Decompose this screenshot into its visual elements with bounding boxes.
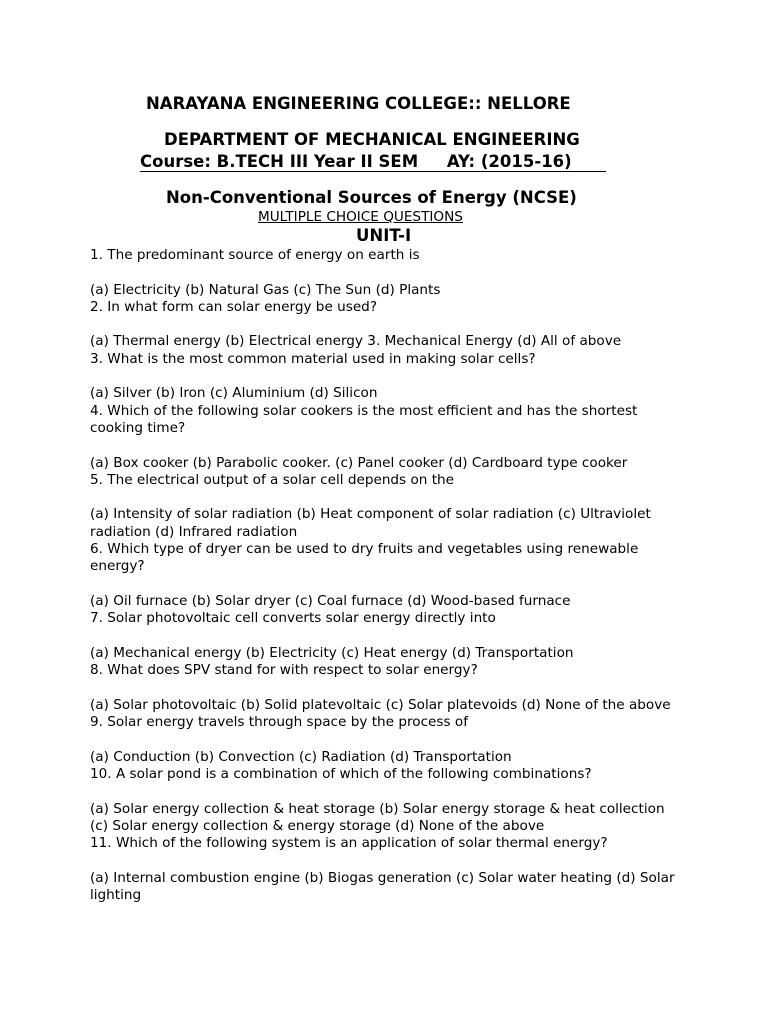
question-text: 4. Which of the following solar cookers is the most efficient and has the shortest cooking time?: [90, 402, 638, 436]
question-text: 7. Solar photovoltaic cell converts solar energy directly into: [90, 610, 496, 627]
question-item: [90, 472, 680, 541]
question-text: 9. Solar energy travels through space by the process of: [90, 714, 468, 731]
question-text: 10. A solar pond is a combination of which of the following combinations?: [90, 765, 592, 782]
question-text: 1. The predominant source of energy on earth is: [90, 247, 420, 263]
question-text: 8. What does SPV stand for with respect to solar energy?: [90, 662, 478, 679]
course-underline: [140, 171, 606, 172]
question-options: (a) Conduction (b) Convection (c) Radiation (d) Transportation: [90, 748, 512, 765]
unit-title: UNIT-I: [356, 226, 412, 245]
question-options: (a) Mechanical energy (b) Electricity (c) Heat energy (d) Transportation: [90, 644, 574, 661]
question-options: (a) Oil furnace (b) Solar dryer (c) Coal furnace (d) Wood-based furnace: [90, 592, 571, 609]
question-item: [90, 714, 680, 766]
question-options: (a) Internal combustion engine (b) Biogas generation (c) Solar water heating (d) Solar lighting: [90, 869, 675, 903]
question-item: [90, 351, 680, 403]
question-options: (a) Intensity of solar radiation (b) Heat component of solar radiation (c) Ultraviolet radiation (d) Infrared radiation: [90, 506, 651, 540]
question-options: (a) Silver (b) Iron (c) Aluminium (d) Silicon: [90, 385, 378, 402]
question-list: [90, 247, 680, 904]
section-title: MULTIPLE CHOICE QUESTIONS: [258, 209, 463, 225]
question-options: (a) Solar energy collection & heat storage (b) Solar energy storage & heat collection (c) Solar energy collection & energy storage (d) None of the above: [90, 800, 665, 834]
department-name: DEPARTMENT OF MECHANICAL ENGINEERING: [164, 130, 580, 149]
course-info: Course: B.TECH III Year II SEM AY: (2015-16): [140, 152, 572, 171]
question-options: (a) Thermal energy (b) Electrical energy 3. Mechanical Energy (d) All of above: [90, 333, 622, 350]
subject-title: Non-Conventional Sources of Energy (NCSE): [166, 188, 577, 207]
question-options: (a) Solar photovoltaic (b) Solid platevoltaic (c) Solar platevoids (d) None of the above: [90, 696, 671, 713]
question-item: [90, 541, 680, 610]
question-item: [90, 835, 680, 904]
college-name: NARAYANA ENGINEERING COLLEGE:: NELLORE: [146, 94, 571, 113]
question-item: [90, 403, 680, 472]
question-item: [90, 662, 680, 714]
question-item: [90, 299, 680, 351]
question-text: 3. What is the most common material used in making solar cells?: [90, 350, 536, 367]
question-text: 6. Which type of dryer can be used to dry fruits and vegetables using renewable energy?: [90, 541, 639, 575]
question-item: [90, 766, 680, 835]
question-text: 11. Which of the following system is an application of solar thermal energy?: [90, 835, 608, 852]
question-options: (a) Box cooker (b) Parabolic cooker. (c) Panel cooker (d) Cardboard type cooker: [90, 454, 628, 471]
question-options: (a) Electricity (b) Natural Gas (c) The Sun (d) Plants: [90, 281, 441, 298]
question-item: [90, 247, 680, 299]
question-text: 5. The electrical output of a solar cell depends on the: [90, 471, 455, 488]
question-item: [90, 610, 680, 662]
question-text: 2. In what form can solar energy be used?: [90, 298, 378, 315]
